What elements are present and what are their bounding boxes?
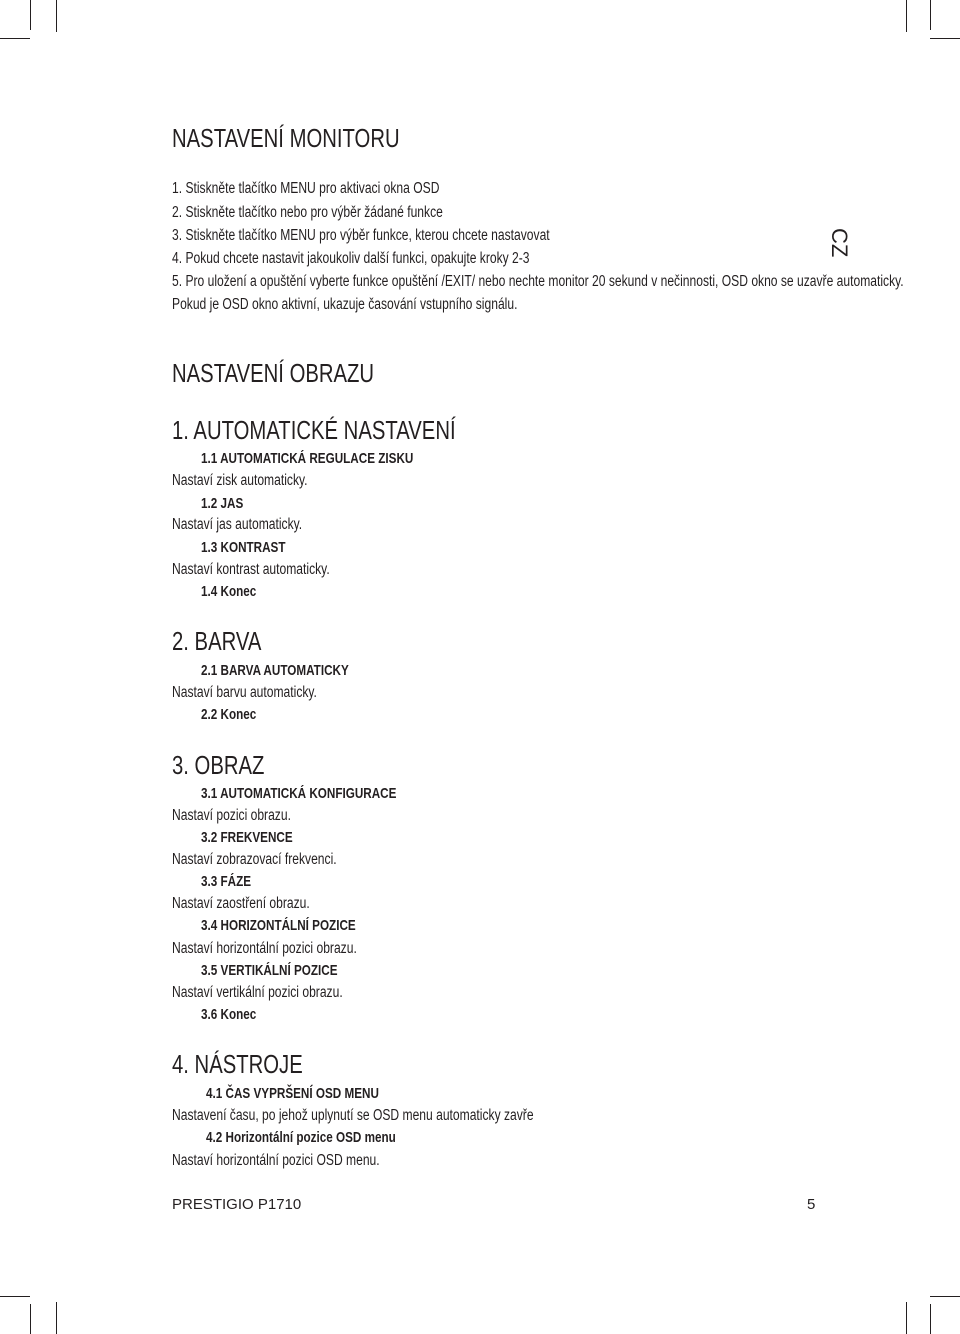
crop-mark: [56, 1302, 57, 1334]
item-label: 3.3 FÁZE: [201, 873, 252, 890]
section-heading: NASTAVENÍ OBRAZU: [172, 358, 375, 388]
item-label: 1.4 Konec: [201, 583, 257, 600]
crop-mark: [30, 1304, 31, 1334]
step-item: Pokud je OSD okno aktivní, ukazuje časování vstupního signálu.: [172, 296, 518, 313]
item-label: 3.2 FREKVENCE: [201, 829, 293, 846]
footer-model: PRESTIGIO P1710: [172, 1196, 302, 1213]
item-label: 1.3 KONTRAST: [201, 539, 286, 556]
item-desc: Nastaví horizontální pozici OSD menu.: [172, 1152, 380, 1169]
item-desc: Nastaví barvu automaticky.: [172, 684, 317, 701]
crop-mark: [930, 0, 931, 30]
crop-mark: [930, 1296, 960, 1297]
crop-mark: [930, 1304, 931, 1334]
crop-mark: [930, 38, 960, 39]
page-number: 5: [807, 1196, 816, 1213]
item-label: 3.5 VERTIKÁLNÍ POZICE: [201, 962, 338, 979]
item-desc: Nastaví horizontální pozici obrazu.: [172, 940, 357, 957]
crop-mark: [906, 0, 907, 32]
step-item: 4. Pokud chcete nastavit jakoukoliv další funkci, opakujte kroky 2-3: [172, 250, 530, 267]
crop-mark: [0, 38, 30, 39]
item-label: 3.6 Konec: [201, 1006, 257, 1023]
section-title: 1. AUTOMATICKÉ NASTAVENÍ: [172, 415, 456, 445]
item-label: 1.1 AUTOMATICKÁ REGULACE ZISKU: [201, 450, 414, 467]
item-label: 3.1 AUTOMATICKÁ KONFIGURACE: [201, 785, 397, 802]
crop-mark: [906, 1302, 907, 1334]
item-label: 4.2 Horizontální pozice OSD menu: [206, 1129, 396, 1146]
item-desc: Nastaví kontrast automaticky.: [172, 561, 330, 578]
item-desc: Nastaví zisk automaticky.: [172, 472, 308, 489]
crop-mark: [56, 0, 57, 32]
step-item: 2. Stiskněte tlačítko nebo pro výběr žádané funkce: [172, 204, 443, 221]
section-title: 3. OBRAZ: [172, 750, 265, 780]
crop-mark: [0, 1296, 30, 1297]
item-desc: Nastaví vertikální pozici obrazu.: [172, 984, 343, 1001]
step-item: 3. Stiskněte tlačítko MENU pro výběr funkce, kterou chcete nastavovat: [172, 227, 550, 244]
page-title: NASTAVENÍ MONITORU: [172, 123, 400, 153]
item-desc: Nastaví zobrazovací frekvenci.: [172, 851, 337, 868]
item-label: 1.2 JAS: [201, 495, 244, 512]
item-label: 2.2 Konec: [201, 706, 257, 723]
item-desc: Nastaví zaostření obrazu.: [172, 895, 310, 912]
section-title: 2. BARVA: [172, 626, 262, 656]
item-label: 3.4 HORIZONTÁLNÍ POZICE: [201, 917, 356, 934]
language-tab: CZ: [827, 228, 852, 258]
item-desc: Nastavení času, po jehož uplynutí se OSD menu automaticky zavře: [172, 1107, 534, 1124]
step-item: 5. Pro uložení a opuštění vyberte funkce opuštění /EXIT/ nebo nechte monitor 20 sekund v nečinnosti, OSD okno se uzavře automaticky.: [172, 273, 904, 290]
section-title: 4. NÁSTROJE: [172, 1049, 303, 1079]
step-item: 1. Stiskněte tlačítko MENU pro aktivaci okna OSD: [172, 180, 440, 197]
item-label: 4.1 ČAS VYPRŠENÍ OSD MENU: [206, 1085, 379, 1102]
item-desc: Nastaví jas automaticky.: [172, 516, 303, 533]
item-label: 2.1 BARVA AUTOMATICKY: [201, 662, 349, 679]
item-desc: Nastaví pozici obrazu.: [172, 807, 291, 824]
crop-mark: [30, 0, 31, 30]
